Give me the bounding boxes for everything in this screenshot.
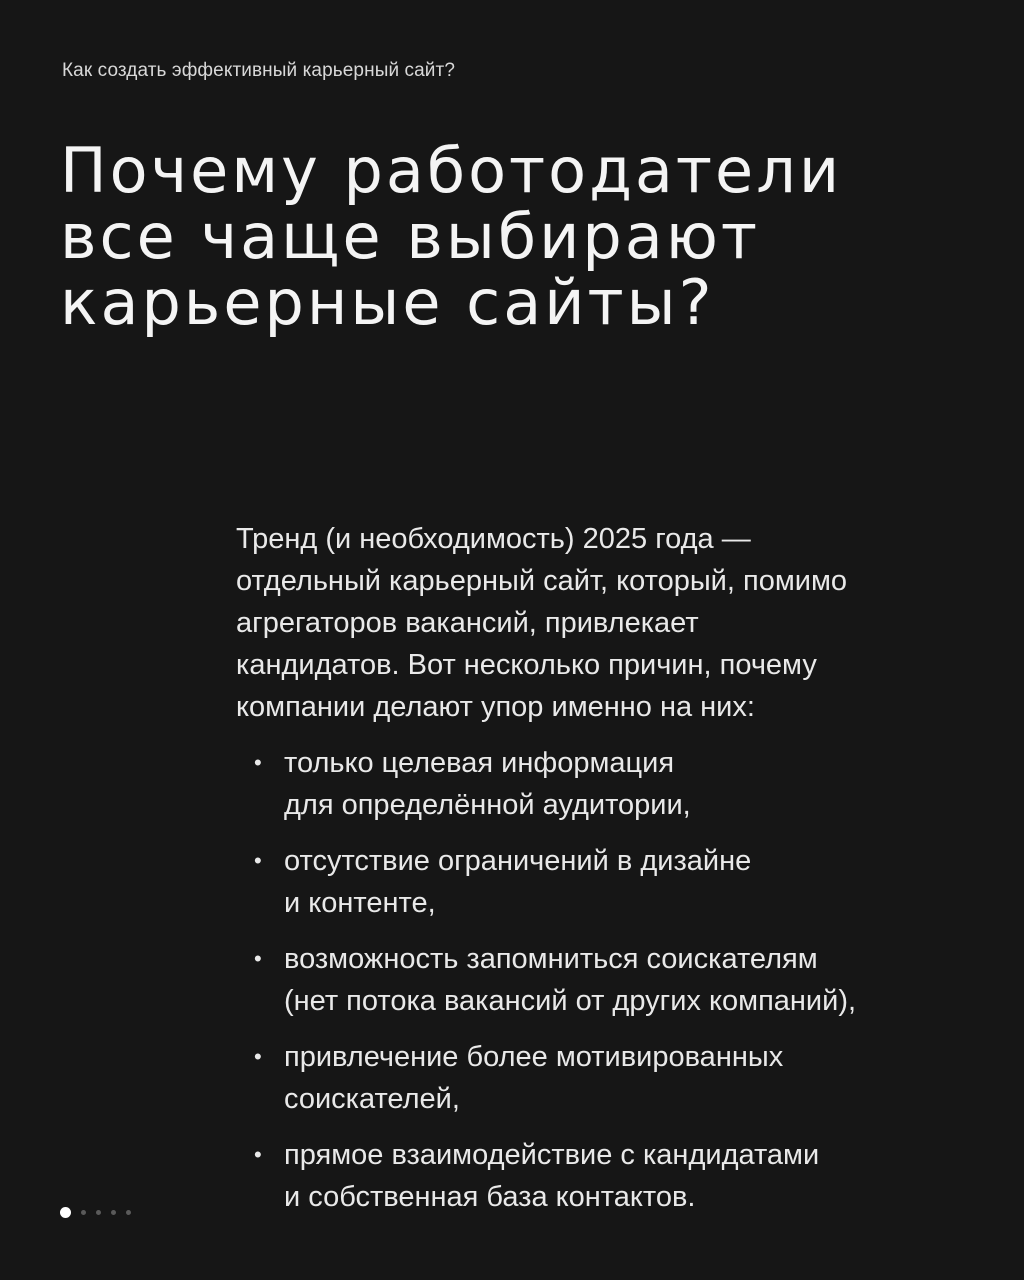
list-item (236, 1134, 976, 1218)
intro-line: Тренд (и необходимость) 2025 года — (236, 523, 751, 555)
title-line: Почему работодатели (60, 134, 843, 207)
reasons-list (236, 742, 976, 1218)
list-item-text: прямое взаимодействие с кандидатами (284, 1139, 820, 1171)
list-item-text: отсутствие ограничений в дизайне (284, 845, 752, 877)
intro-line: компании делают упор именно на них: (236, 691, 755, 723)
page-dot[interactable] (96, 1210, 101, 1215)
list-item-text: и контенте, (284, 887, 436, 919)
list-item-text: соискателей, (284, 1083, 460, 1115)
list-item-text: для определённой аудитории, (284, 789, 691, 821)
page-dot[interactable] (126, 1210, 131, 1215)
page-dot-active[interactable] (60, 1207, 71, 1218)
intro-line: отдельный карьерный сайт, который, помимо (236, 565, 848, 597)
list-item-text: и собственная база контактов. (284, 1181, 696, 1213)
intro-line: кандидатов. Вот несколько причин, почему (236, 649, 817, 681)
kicker-text: Как создать эффективный карьерный сайт? (62, 60, 455, 81)
bullet-icon: • (254, 1044, 262, 1069)
list-item-text: привлечение более мотивированных (284, 1041, 784, 1073)
intro-paragraph (236, 518, 976, 728)
bullet-icon: • (254, 750, 262, 775)
list-item (236, 840, 976, 924)
list-item-text: возможность запомниться соискателям (284, 943, 818, 975)
list-item (236, 742, 976, 826)
list-item-text: (нет потока вакансий от других компаний), (284, 985, 857, 1017)
pagination-dots (60, 1207, 131, 1218)
list-item (236, 938, 976, 1022)
list-item-text: только целевая информация (284, 747, 675, 779)
bullet-icon: • (254, 848, 262, 873)
bullet-icon: • (254, 946, 262, 971)
page-title (60, 134, 960, 339)
title-line: все чаще выбирают (60, 200, 761, 273)
page-dot[interactable] (111, 1210, 116, 1215)
list-item (236, 1036, 976, 1120)
bullet-icon: • (254, 1142, 262, 1167)
title-line: карьерные сайты? (60, 266, 715, 339)
body-content (236, 518, 976, 1232)
page-dot[interactable] (81, 1210, 86, 1215)
intro-line: агрегаторов вакансий, привлекает (236, 607, 699, 639)
